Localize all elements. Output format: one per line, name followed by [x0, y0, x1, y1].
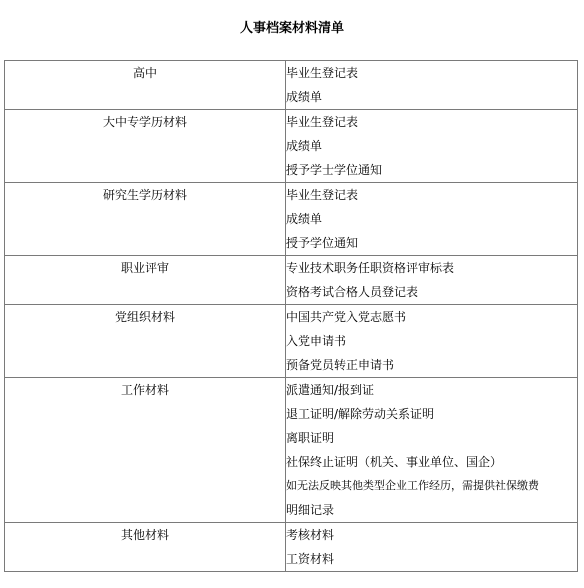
- category-cell: [5, 61, 286, 110]
- items-cell: [286, 183, 578, 256]
- table-row: [5, 256, 578, 305]
- category-label: 研究生学历材料: [102, 188, 187, 202]
- list-item: 工资材料: [286, 552, 335, 566]
- list-item: 授予学士学位通知: [286, 163, 383, 177]
- category-label: 大中专学历材料: [102, 115, 187, 129]
- table-row: [5, 523, 578, 572]
- table-row: [5, 378, 578, 523]
- list-item: 中国共产党入党志愿书: [286, 310, 407, 324]
- items-cell: [286, 110, 578, 183]
- list-item: 授予学位通知: [286, 236, 359, 250]
- category-label: 职业评审: [120, 261, 169, 275]
- list-item: 离职证明: [286, 431, 335, 445]
- list-item: 专业技术职务任职资格评审标表: [286, 261, 455, 275]
- items-cell: [286, 305, 578, 378]
- items-cell: [286, 61, 578, 110]
- list-item: 成绩单: [286, 212, 323, 226]
- list-item: 入党申请书: [286, 334, 347, 348]
- table-row: [5, 183, 578, 256]
- list-item: 退工证明/解除劳动关系证明: [286, 407, 435, 421]
- list-item: 如无法反映其他类型企业工作经历，需提供社保缴费: [286, 479, 539, 492]
- archive-materials-table: [4, 60, 578, 572]
- list-item: 成绩单: [286, 139, 323, 153]
- list-item: 毕业生登记表: [286, 188, 359, 202]
- list-item: 明细记录: [286, 503, 335, 517]
- category-label: 工作材料: [120, 383, 169, 397]
- category-label: 高中: [132, 66, 157, 80]
- category-cell: [5, 378, 286, 523]
- items-cell: [286, 523, 578, 572]
- list-item: 毕业生登记表: [286, 115, 359, 129]
- list-item: 毕业生登记表: [286, 66, 359, 80]
- items-cell: [286, 378, 578, 523]
- document-title: 人事档案材料清单: [239, 21, 344, 36]
- list-item: 预备党员转正申请书: [286, 358, 395, 372]
- table-row: [5, 305, 578, 378]
- category-label: 其他材料: [120, 528, 169, 542]
- list-item: 社保终止证明（机关、事业单位、国企）: [286, 455, 503, 469]
- items-cell: [286, 256, 578, 305]
- category-cell: [5, 256, 286, 305]
- category-cell: [5, 523, 286, 572]
- list-item: 资格考试合格人员登记表: [286, 285, 419, 299]
- list-item: 考核材料: [286, 528, 335, 542]
- category-label: 党组织材料: [114, 310, 175, 324]
- table-row: [5, 61, 578, 110]
- table-row: [5, 110, 578, 183]
- category-cell: [5, 305, 286, 378]
- list-item: 成绩单: [286, 90, 323, 104]
- list-item: 派遣通知/报到证: [286, 383, 375, 397]
- category-cell: [5, 110, 286, 183]
- category-cell: [5, 183, 286, 256]
